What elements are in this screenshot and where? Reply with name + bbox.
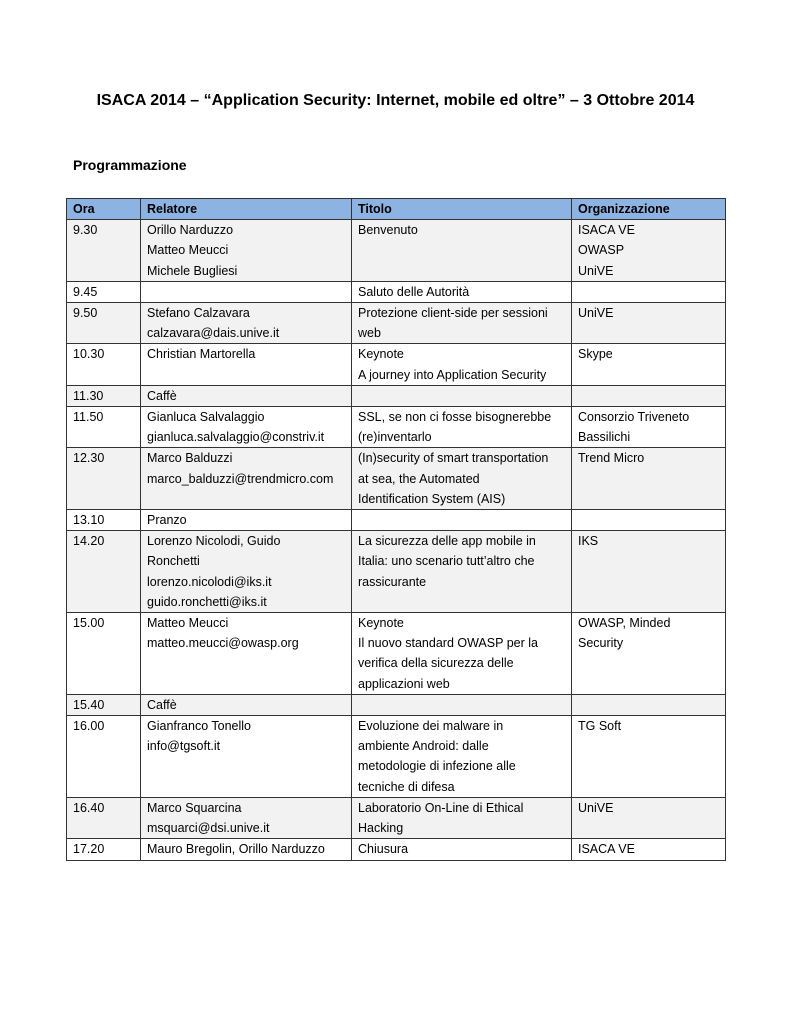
table-row <box>67 407 726 448</box>
table-row <box>67 220 726 282</box>
table-row <box>67 281 726 302</box>
cell-line: web <box>358 326 381 341</box>
cell-line: gianluca.salvalaggio@constriv.it <box>147 430 325 445</box>
relatore-cell <box>141 510 352 531</box>
titolo-cell <box>352 407 572 448</box>
table-row <box>67 694 726 715</box>
cell-line: Security <box>578 636 624 651</box>
cell-line: Mauro Bregolin, Orillo Narduzzo <box>147 842 325 857</box>
cell-line: Hacking <box>358 821 404 836</box>
relatore-cell <box>141 531 352 613</box>
cell-line: Gianluca Salvalaggio <box>147 410 265 425</box>
cell-line: Saluto delle Autorità <box>358 284 470 299</box>
cell-line: Protezione client-side per sessioni <box>358 306 548 321</box>
cell-line: UniVE <box>578 306 614 321</box>
relatore-cell <box>141 220 352 282</box>
cell-line: OWASP, Minded <box>578 616 671 631</box>
organizzazione-cell <box>572 716 726 798</box>
ora-cell: 11.50 <box>67 407 141 448</box>
column-header-relatore: Relatore <box>141 199 352 220</box>
cell-line: Evoluzione dei malware in <box>358 719 504 734</box>
organizzazione-cell <box>572 344 726 385</box>
ora-cell: 16.00 <box>67 716 141 798</box>
cell-line: Chiusura <box>358 842 409 857</box>
ora-cell: 14.20 <box>67 531 141 613</box>
cell-line: Laboratorio On-Line di Ethical <box>358 800 524 815</box>
organizzazione-cell <box>572 531 726 613</box>
titolo-cell <box>352 448 572 510</box>
cell-line: Bassilichi <box>578 430 631 445</box>
table-body <box>67 220 726 860</box>
column-header-ora: Ora <box>67 199 141 220</box>
cell-line: Christian Martorella <box>147 347 256 362</box>
titolo-cell <box>352 839 572 860</box>
cell-line: Italia: uno scenario tutt’altro che <box>358 554 535 569</box>
cell-line: Caffè <box>147 697 177 712</box>
organizzazione-cell <box>572 303 726 344</box>
titolo-cell <box>352 303 572 344</box>
titolo-cell <box>352 385 572 406</box>
cell-line: at sea, the Automated <box>358 471 480 486</box>
cell-line: Lorenzo Nicolodi, Guido <box>147 534 281 549</box>
section-heading: Programmazione <box>73 157 187 173</box>
organizzazione-cell <box>572 510 726 531</box>
ora-cell: 11.30 <box>67 385 141 406</box>
ora-cell: 12.30 <box>67 448 141 510</box>
organizzazione-cell <box>572 613 726 695</box>
relatore-cell <box>141 839 352 860</box>
cell-line: guido.ronchetti@iks.it <box>147 594 267 609</box>
ora-cell: 9.50 <box>67 303 141 344</box>
table-row <box>67 531 726 613</box>
cell-line: Trend Micro <box>578 451 645 466</box>
organizzazione-cell <box>572 385 726 406</box>
cell-line: msquarci@dsi.unive.it <box>147 821 270 836</box>
cell-line: Keynote <box>358 616 404 631</box>
cell-line: lorenzo.nicolodi@iks.it <box>147 574 272 589</box>
relatore-cell <box>141 716 352 798</box>
cell-line: SSL, se non ci fosse bisognerebbe <box>358 410 552 425</box>
table-row <box>67 385 726 406</box>
table-row <box>67 839 726 860</box>
cell-line: (In)security of smart transportation <box>358 451 549 466</box>
titolo-cell <box>352 531 572 613</box>
cell-line: marco_balduzzi@trendmicro.com <box>147 471 334 486</box>
cell-line: Matteo Meucci <box>147 616 229 631</box>
page-title: ISACA 2014 – “Application Security: Internet, mobile ed oltre” – 3 Ottobre 2014 <box>96 92 695 109</box>
organizzazione-cell <box>572 220 726 282</box>
titolo-cell <box>352 613 572 695</box>
table-row <box>67 613 726 695</box>
cell-line: A journey into Application Security <box>358 367 547 382</box>
cell-line: Identification System (AIS) <box>358 491 506 506</box>
cell-line: La sicurezza delle app mobile in <box>358 534 536 549</box>
relatore-cell <box>141 448 352 510</box>
column-header-titolo: Titolo <box>352 199 572 220</box>
column-header-organizzazione: Organizzazione <box>572 199 726 220</box>
titolo-cell <box>352 716 572 798</box>
cell-line: TG Soft <box>578 719 622 734</box>
organizzazione-cell <box>572 839 726 860</box>
relatore-cell <box>141 303 352 344</box>
cell-line: matteo.meucci@owasp.org <box>147 636 299 651</box>
relatore-cell <box>141 385 352 406</box>
ora-cell: 15.00 <box>67 613 141 695</box>
cell-line: IKS <box>578 534 599 549</box>
table-header <box>67 199 726 220</box>
cell-line: OWASP <box>578 243 625 258</box>
cell-line: UniVE <box>578 263 614 278</box>
titolo-cell <box>352 281 572 302</box>
cell-line: Skype <box>578 347 613 362</box>
relatore-cell <box>141 613 352 695</box>
table-row <box>67 303 726 344</box>
cell-line: metodologie di infezione alle <box>358 759 516 774</box>
cell-line: Orillo Narduzzo <box>147 223 234 238</box>
relatore-cell <box>141 694 352 715</box>
cell-line: Keynote <box>358 347 404 362</box>
relatore-cell <box>141 407 352 448</box>
cell-line: ISACA VE <box>578 223 635 238</box>
cell-line: tecniche di difesa <box>358 779 455 794</box>
organizzazione-cell <box>572 407 726 448</box>
titolo-cell <box>352 220 572 282</box>
cell-line: calzavara@dais.unive.it <box>147 326 280 341</box>
table-row <box>67 344 726 385</box>
organizzazione-cell <box>572 448 726 510</box>
titolo-cell <box>352 797 572 838</box>
cell-line: verifica della sicurezza delle <box>358 656 514 671</box>
cell-line: UniVE <box>578 800 614 815</box>
cell-line: rassicurante <box>358 574 427 589</box>
cell-line: Marco Squarcina <box>147 800 242 815</box>
titolo-cell <box>352 344 572 385</box>
cell-line: Matteo Meucci <box>147 243 229 258</box>
table-row <box>67 510 726 531</box>
cell-line: Il nuovo standard OWASP per la <box>358 636 538 651</box>
table-row <box>67 797 726 838</box>
cell-line: Gianfranco Tonello <box>147 719 252 734</box>
cell-line: Consorzio Triveneto <box>578 410 690 425</box>
ora-cell: 15.40 <box>67 694 141 715</box>
cell-line: Michele Bugliesi <box>147 263 238 278</box>
table-row <box>67 448 726 510</box>
cell-line: Caffè <box>147 388 177 403</box>
cell-line: ISACA VE <box>578 842 635 857</box>
organizzazione-cell <box>572 281 726 302</box>
organizzazione-cell <box>572 694 726 715</box>
titolo-cell <box>352 694 572 715</box>
cell-line: Pranzo <box>147 513 187 528</box>
relatore-cell <box>141 797 352 838</box>
ora-cell: 16.40 <box>67 797 141 838</box>
table-row <box>67 716 726 798</box>
cell-line: ambiente Android: dalle <box>358 739 489 754</box>
cell-line: Marco Balduzzi <box>147 451 233 466</box>
ora-cell: 13.10 <box>67 510 141 531</box>
cell-line: Stefano Calzavara <box>147 306 250 321</box>
relatore-cell <box>141 281 352 302</box>
ora-cell: 9.30 <box>67 220 141 282</box>
organizzazione-cell <box>572 797 726 838</box>
schedule-table <box>66 198 726 861</box>
ora-cell: 9.45 <box>67 281 141 302</box>
cell-line: Benvenuto <box>358 223 418 238</box>
ora-cell: 10.30 <box>67 344 141 385</box>
relatore-cell <box>141 344 352 385</box>
cell-line: Ronchetti <box>147 554 200 569</box>
cell-line: (re)inventarlo <box>358 430 432 445</box>
cell-line: info@tgsoft.it <box>147 739 221 754</box>
titolo-cell <box>352 510 572 531</box>
cell-line: applicazioni web <box>358 676 450 691</box>
ora-cell: 17.20 <box>67 839 141 860</box>
header-row <box>67 199 726 220</box>
